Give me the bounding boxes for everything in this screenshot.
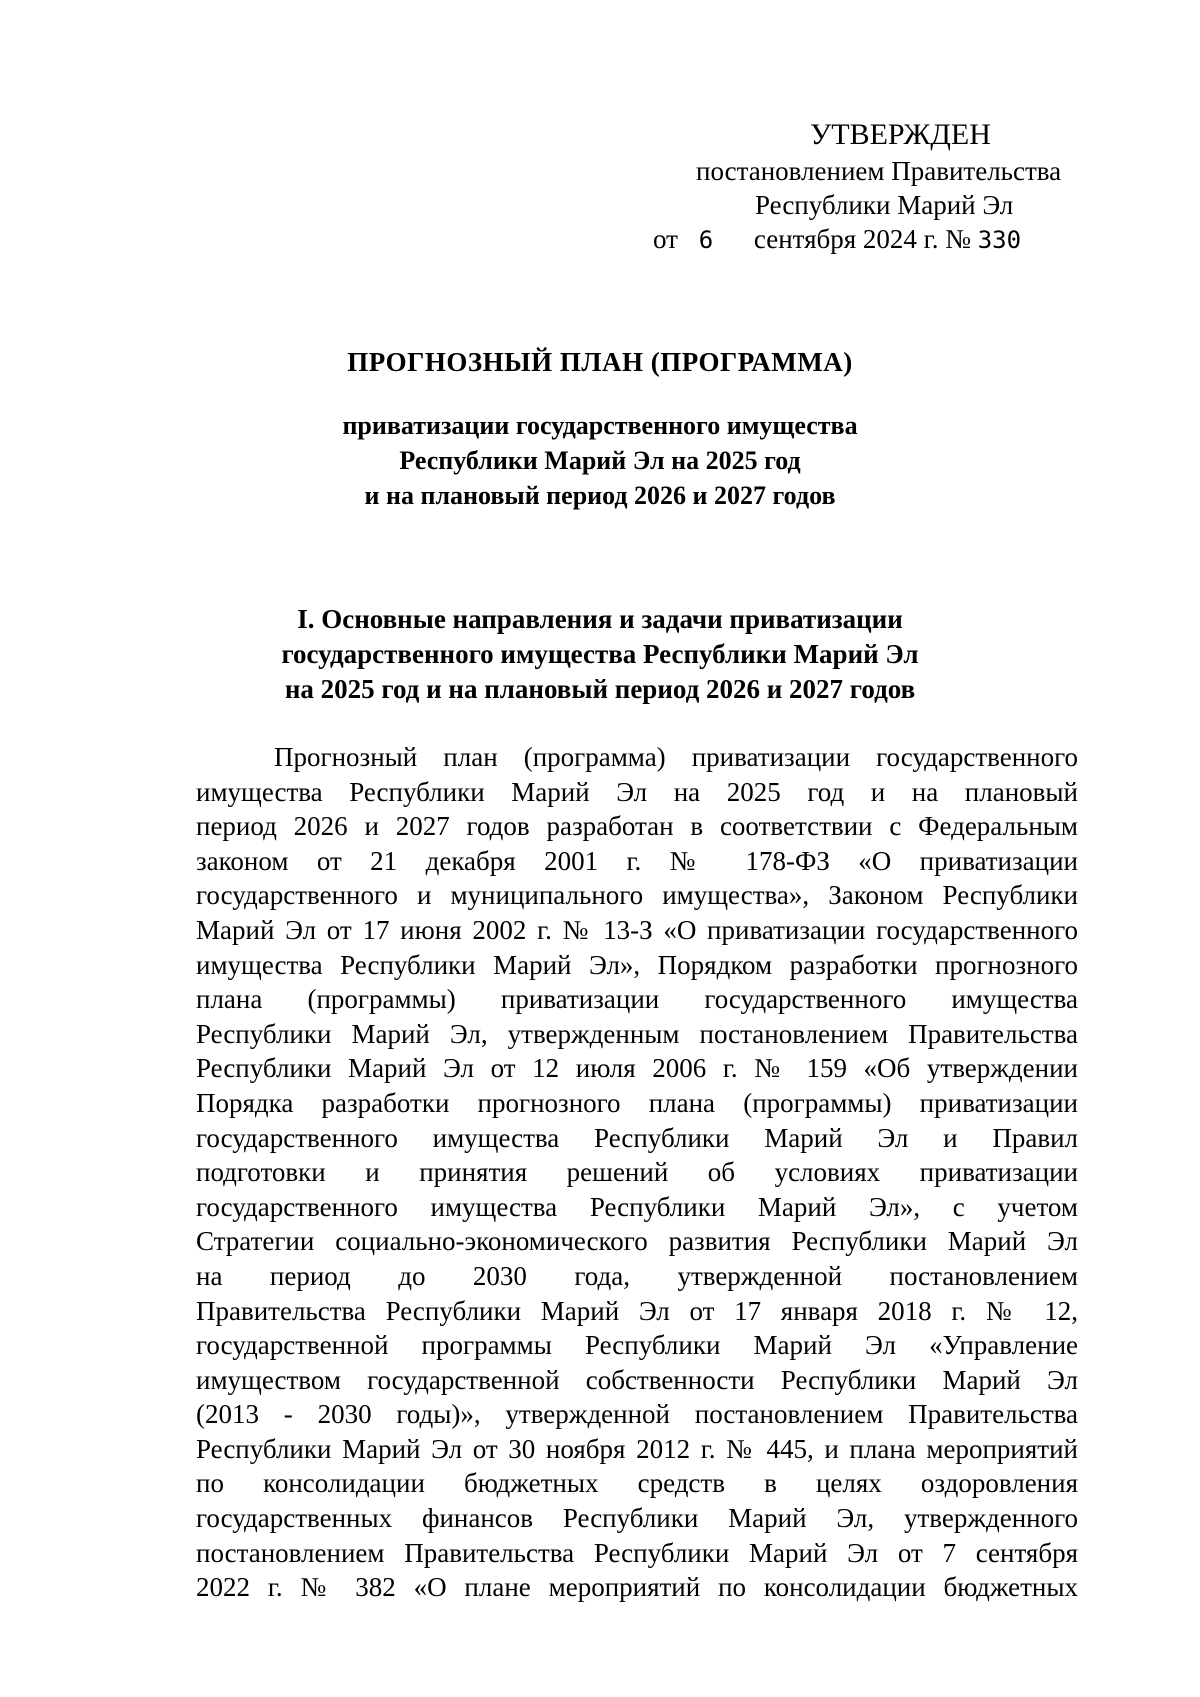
paragraph-line: государственной программы Республики Марий Эл «Управление xyxy=(196,1330,1078,1361)
approval-date-day: 6 xyxy=(698,226,714,254)
approval-title: УТВЕРЖДЕН xyxy=(810,118,991,151)
document-title: ПРОГНОЗНЫЙ ПЛАН (ПРОГРАММА) xyxy=(347,347,853,377)
paragraph-line: плана (программы) приватизации государственного имущества xyxy=(196,984,1078,1015)
paragraph-line: Стратегии социально-экономического развития Республики Марий Эл xyxy=(196,1226,1078,1257)
section-heading-line: I. Основные направления и задачи приватизации xyxy=(297,604,903,634)
approval-date-prefix: от xyxy=(653,224,678,254)
subtitle-line: Республики Марий Эл на 2025 год xyxy=(399,446,801,475)
approval-date-month-year: сентября 2024 г. № xyxy=(753,224,971,254)
paragraph-line: по консолидации бюджетных средств в целях оздоровления xyxy=(196,1468,1078,1499)
paragraph-line: Марий Эл от 17 июня 2002 г. № 13-З «О приватизации государственного xyxy=(196,914,1078,945)
approval-issuer-line: постановлением Правительства xyxy=(696,156,1062,186)
paragraph-line: подготовки и принятия решений об условиях приватизации xyxy=(196,1157,1078,1188)
paragraph-line: Республики Марий Эл от 12 июля 2006 г. № 159 «Об утверждении xyxy=(196,1053,1078,1084)
paragraph-line: на период до 2030 года, утвержденной постановлением xyxy=(196,1260,1078,1291)
paragraph-line: 2022 г. № 382 «О плане мероприятий по консолидации бюджетных xyxy=(196,1572,1078,1603)
subtitle-line: и на плановый период 2026 и 2027 годов xyxy=(364,481,836,510)
paragraph-line: государственного имущества Республики Марий Эл и Правил xyxy=(196,1122,1078,1153)
approval-date-line xyxy=(653,222,1021,257)
body-paragraph xyxy=(196,740,1078,1605)
paragraph-line: законом от 21 декабря 2001 г. № 178-ФЗ «О приватизации xyxy=(196,845,1078,876)
paragraph-line: Республики Марий Эл от 30 ноября 2012 г. № 445, и плана мероприятий xyxy=(196,1433,1078,1464)
section-heading-line: на 2025 год и на плановый период 2026 и 2027 годов xyxy=(284,674,916,704)
paragraph-line: Правительства Республики Марий Эл от 17 января 2018 г. № 12, xyxy=(196,1295,1078,1326)
approval-document-number: 330 xyxy=(977,226,1022,254)
paragraph-line: государственного и муниципального имущества», Законом Республики xyxy=(196,880,1078,911)
subtitle-line: приватизации государственного имущества xyxy=(342,411,858,440)
paragraph-line: Прогнозный план (программа) приватизации государственного xyxy=(274,742,1078,772)
approval-region-line: Республики Марий Эл xyxy=(755,190,1014,220)
paragraph-line: Порядка разработки прогнозного плана (программы) приватизации xyxy=(196,1087,1078,1118)
paragraph-line: Республики Марий Эл, утвержденным постановлением Правительства xyxy=(196,1018,1078,1049)
paragraph-line: государственного имущества Республики Марий Эл», с учетом xyxy=(196,1191,1078,1222)
paragraph-line: постановлением Правительства Республики Марий Эл от 7 сентября xyxy=(196,1537,1078,1568)
paragraph-line: имущества Республики Марий Эл на 2025 год и на плановый xyxy=(196,776,1078,807)
section-heading xyxy=(0,602,1200,707)
paragraph-line: (2013 - 2030 годы)», утвержденной постановлением Правительства xyxy=(196,1399,1078,1430)
section-heading-line: государственного имущества Республики Марий Эл xyxy=(281,639,919,669)
paragraph-line: государственных финансов Республики Марий Эл, утвержденного xyxy=(196,1503,1078,1534)
paragraph-line: период 2026 и 2027 годов разработан в соответствии с Федеральным xyxy=(196,811,1078,842)
paragraph-line: имущества Республики Марий Эл», Порядком разработки прогнозного xyxy=(196,949,1078,980)
document-subtitle xyxy=(0,408,1200,513)
paragraph-line: имуществом государственной собственности Республики Марий Эл xyxy=(196,1364,1078,1395)
